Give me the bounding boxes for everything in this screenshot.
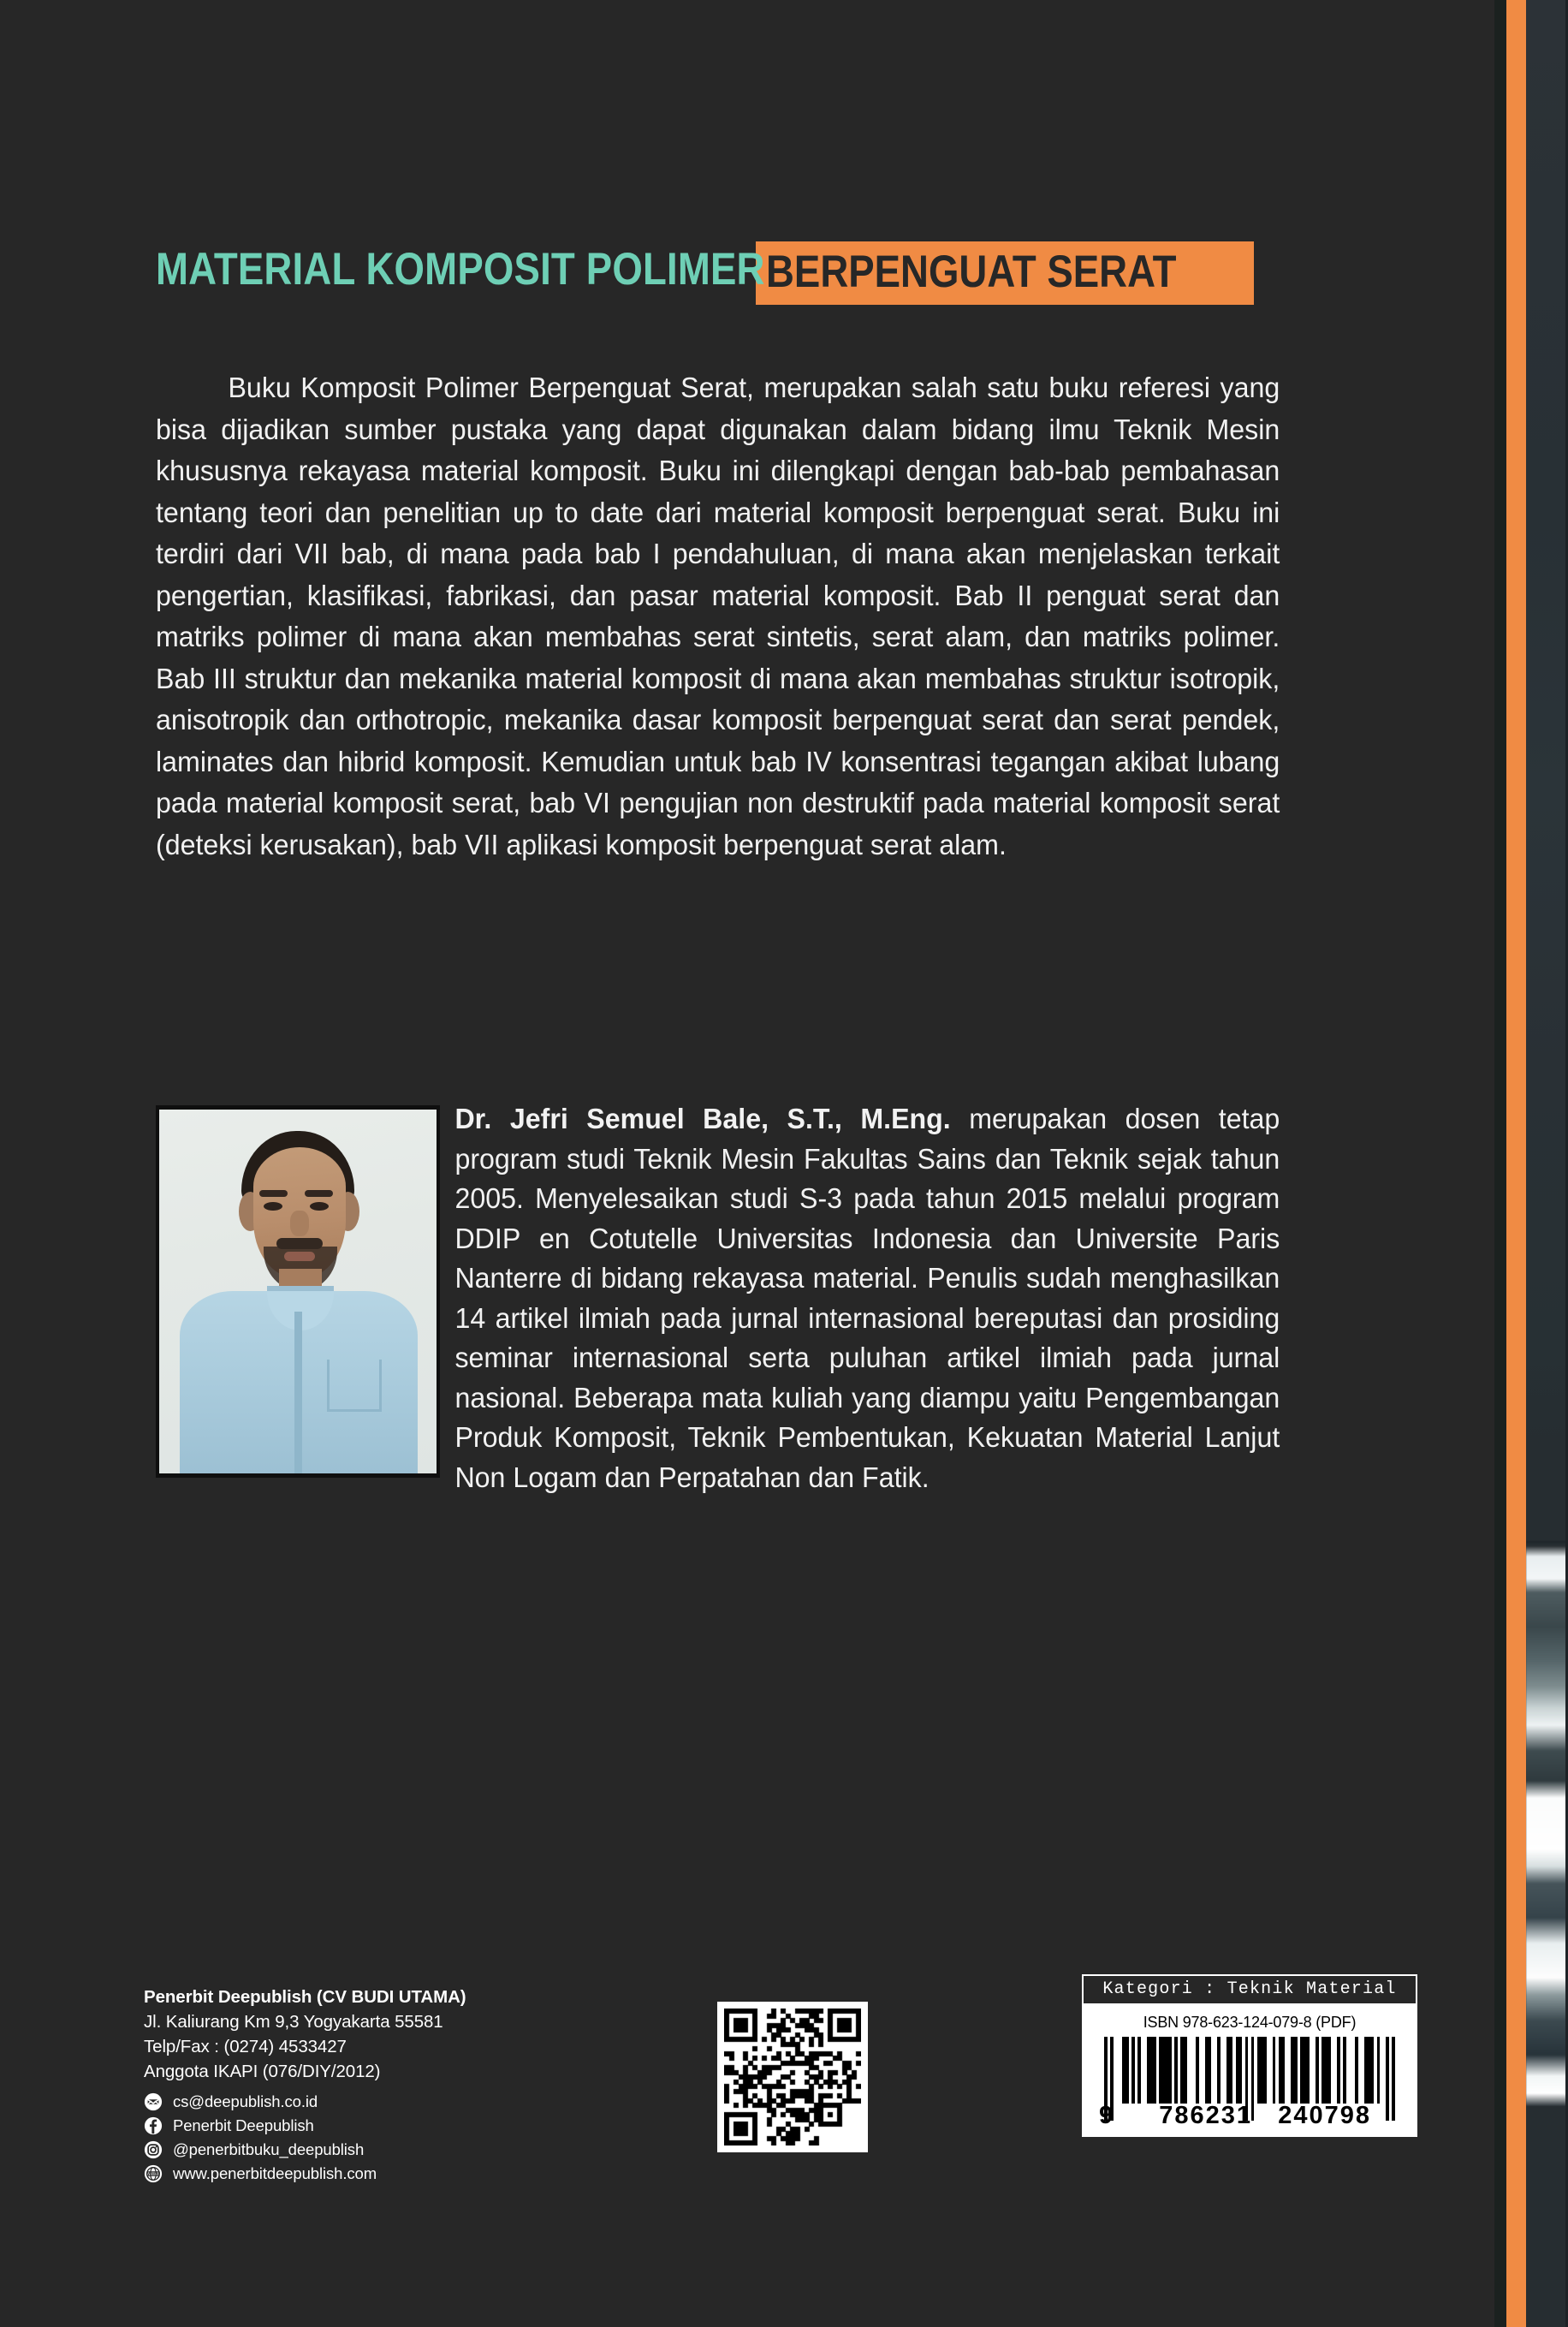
title-highlight-text: BERPENGUAT SERAT — [766, 247, 1177, 297]
barcode-digit-right: 240798 — [1278, 2102, 1371, 2129]
contact-website[interactable] — [144, 2163, 466, 2184]
publisher-name: Penerbit Deepublish (CV BUDI UTAMA) — [144, 1987, 466, 2007]
contact-email-value: cs@deepublish.co.id — [173, 2092, 318, 2110]
facebook-icon — [144, 2116, 163, 2135]
instagram-icon — [144, 2140, 163, 2159]
publisher-phone: Telp/Fax : (0274) 4533427 — [144, 2037, 347, 2056]
qr-code-canvas — [724, 2009, 861, 2145]
spine-gap — [1494, 0, 1506, 2327]
category-badge: Kategori : Teknik Material — [1082, 1974, 1417, 2005]
contact-website-value: www.penerbitdeepublish.com — [173, 2164, 377, 2182]
publisher-contacts — [144, 2091, 466, 2184]
author-section — [156, 1100, 1327, 1498]
publisher-address: Jl. Kaliurang Km 9,3 Yogyakarta 55581 — [144, 2012, 443, 2032]
contact-facebook[interactable] — [144, 2115, 466, 2136]
publisher-info — [144, 1985, 466, 2187]
book-blurb: Buku Komposit Polimer Berpenguat Serat, merupakan salah satu buku referesi yang bisa dijadikan sumber pustaka yang dapat digunakan dalam bidang ilmu Teknik Mesin khususnya rekayasa material komposit. Buku ini dilengkapi dengan bab-bab pembahasan tentang teori dan penelitian up to date dari material komposit berpenguat serat. Buku ini terdiri dari VII bab, di mana pada bab I pendahuluan, di mana akan menjelaskan terkait pengertian, klasifikasi, fabrikasi, dan pasar material komposit. Bab II penguat serat dan matriks polimer di mana akan membahas serat sintetis, serat alam, dan matriks polimer. Bab III struktur dan mekanika material komposit di mana akan membahas struktur isotropik, anisotropik dan orthotropic, mekanika dasar komposit berpenguat serat dan serat pendek, laminates dan hibrid komposit. Kemudian untuk bab IV konsentrasi tegangan akibat lubang pada material komposit serat, bab VI pengujian non destruktif pada material komposit serat (deteksi kerusakan), bab VII aplikasi komposit berpenguat serat alam. — [156, 372, 1280, 861]
publisher-membership: Anggota IKAPI (076/DIY/2012) — [144, 2062, 381, 2081]
email-icon — [144, 2092, 163, 2111]
author-bio-text: merupakan dosen tetap program studi Teknik Mesin Fakultas Sains dan Teknik sejak tahun 2005. Menyelesaikan studi S-3 pada tahun 2015 melalui program DDIP en Cotutelle Universitas Indonesia dan Universite Paris Nanterre di bidang rekayasa material. Penulis sudah menghasilkan 14 artikel ilmiah pada jurnal internasional bereputasi dan prosiding seminar internasional serta puluhan artikel ilmiah pada jurnal nasional. Beberapa mata kuliah yang diampu yaitu Pengembangan Produk Komposit, Teknik Pembentukan, Kekuatan Material Lanjut Non Logam dan Perpatahan dan Fatik. — [454, 1104, 1280, 1494]
contact-facebook-value: Penerbit Deepublish — [173, 2116, 314, 2134]
barcode-digit-left: 9 — [1099, 2102, 1115, 2129]
title-main-text: MATERIAL KOMPOSIT POLIMER — [156, 244, 765, 295]
globe-icon — [144, 2164, 163, 2183]
contact-instagram[interactable] — [144, 2139, 466, 2160]
book-title — [156, 241, 1254, 305]
isbn-number: ISBN 978-623-124-079-8 (PDF) — [1143, 2014, 1357, 2031]
author-name: Dr. Jefri Semuel Bale, S.T., M.Eng. — [454, 1104, 951, 1135]
spine-orange-stripe — [1506, 0, 1526, 2327]
barcode-digit-middle: 786231 — [1159, 2102, 1253, 2129]
isbn-block — [1082, 1974, 1417, 2137]
contact-email[interactable] — [144, 2091, 466, 2112]
title-highlight-box — [756, 241, 1254, 305]
barcode-digits — [1094, 2102, 1405, 2132]
contact-instagram-value: @penerbitbuku_deepublish — [173, 2140, 365, 2158]
author-bio — [156, 1100, 1280, 1498]
front-cover-photo-band — [1526, 1541, 1568, 2106]
front-cover-sliver — [1526, 0, 1568, 2327]
qr-code[interactable] — [717, 2002, 868, 2152]
barcode-card — [1082, 2005, 1417, 2137]
svg-text:www: www — [147, 2170, 159, 2176]
